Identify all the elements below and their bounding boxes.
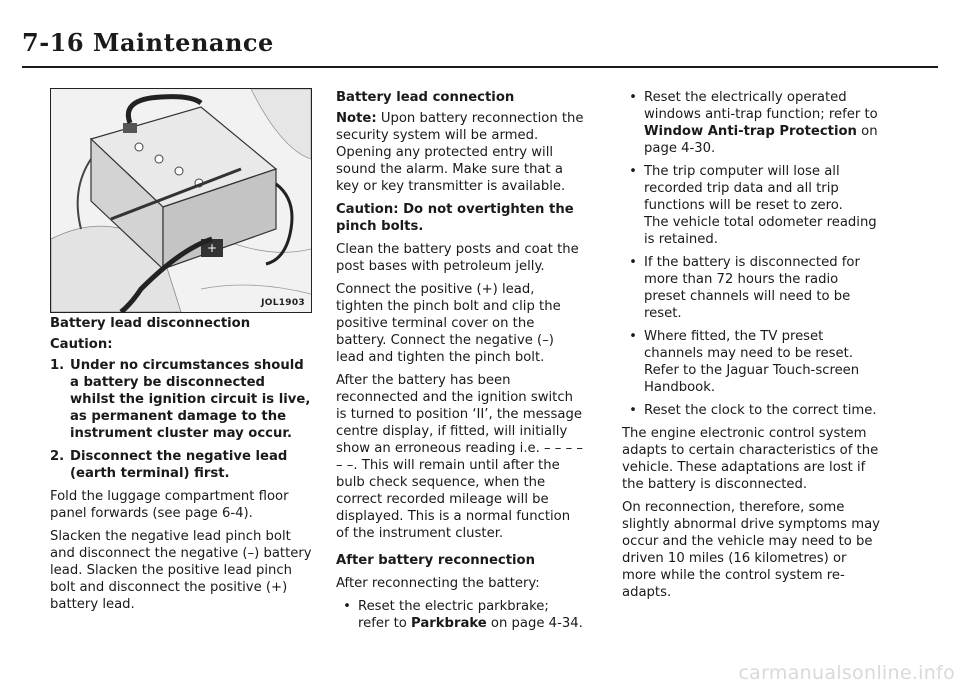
list-item [622,254,884,322]
list-item [622,402,884,419]
section-heading: After battery reconnection [336,553,536,568]
column-1 [50,315,312,619]
list-item [50,357,312,442]
bullet-icon: • [629,255,637,270]
section-heading: Battery lead disconnection [50,316,251,331]
paragraph: The engine electronic control system adapts to certain characteristics of the vehicle. These adaptations are lost if the battery is disconnected. [622,426,879,492]
figure-label: JOL1903 [261,298,305,308]
paragraph: Slacken the negative lead pinch bolt and disconnect the negative (–) battery lead. Slacken the positive lead pinch bolt and disconnect the positive (+) battery lead. [50,529,312,612]
bullet-icon: • [343,599,351,614]
note-label: Note: [336,111,377,126]
paragraph: Clean the battery posts and coat the post bases with petroleum jelly. [336,242,579,274]
page-title: 7-16 Maintenance [22,28,274,57]
list-item [622,328,884,396]
list-text: Disconnect the negative lead (earth terminal) first. [70,449,288,481]
paragraph: After the battery has been reconnected and the ignition switch is turned to position ‘II’, the message centre display, if fitted, will initially show an erroneous reading i.e. – – – – – –. This will remain until after the bulb check sequence, when the correct recorded mileage will be displayed. This is a normal function of the instrument cluster. [336,373,583,541]
bullet-text: The trip computer will lose all recorded trip data and all trip functions will be reset to zero. The vehicle total odometer reading is retained. [644,164,877,247]
link-text: Window Anti-trap Protection [644,124,857,139]
bullet-text: Reset the electrically operated windows anti-trap function; refer to Window Anti-trap Protection on page 4-30. [644,90,878,156]
bullet-text: Reset the electric parkbrake; refer to Parkbrake on page 4-34. [358,599,583,631]
link-text: Parkbrake [411,616,487,631]
list-item [622,163,884,248]
note-text: Upon battery reconnection the security system will be armed. Opening any protected entry will sound the alarm. Make sure that a key or key transmitter is available. [336,111,584,194]
battery-illustration [51,89,311,312]
list-item [50,448,312,482]
list-number: 2. [50,449,65,464]
paragraph: Fold the luggage compartment floor panel forwards (see page 6-4). [50,489,289,521]
battery-figure [50,88,312,313]
list-number: 1. [50,358,65,373]
bullet-icon: • [629,164,637,179]
paragraph: After reconnecting the battery: [336,576,540,591]
bullet-icon: • [629,403,637,418]
section-heading: Battery lead connection [336,90,515,105]
list-text: Under no circumstances should a battery be disconnected whilst the ignition circuit is live, as permanent damage to the instrument cluster may occur. [70,358,311,441]
note-paragraph [336,110,584,195]
watermark-footer: carmanualsonline.info [738,662,955,684]
paragraph: On reconnection, therefore, some slightly abnormal drive symptoms may occur and the vehicle may need to be driven 10 miles (16 kilometres) or more while the control system re-adapts. [622,500,880,600]
header-rule [22,66,938,68]
list-item [622,89,884,157]
bullet-icon: • [629,90,637,105]
caution-text: Caution: Do not overtighten the pinch bolts. [336,202,574,234]
caution-label: Caution: [50,337,113,352]
bullet-text: Where fitted, the TV preset channels may need to be reset. Refer to the Jaguar Touch-screen Handbook. [644,329,860,395]
svg-text:+: + [207,241,218,255]
column-3 [622,89,884,607]
bullet-text: If the battery is disconnected for more than 72 hours the radio preset channels will need to be reset. [644,255,860,321]
column-2 [336,89,584,638]
list-item [336,598,584,632]
bullet-text: Reset the clock to the correct time. [644,403,877,418]
bullet-icon: • [629,329,637,344]
paragraph: Connect the positive (+) lead, tighten the pinch bolt and clip the positive terminal cover on the battery. Connect the negative (–) lead and tighten the pinch bolt. [336,282,561,365]
